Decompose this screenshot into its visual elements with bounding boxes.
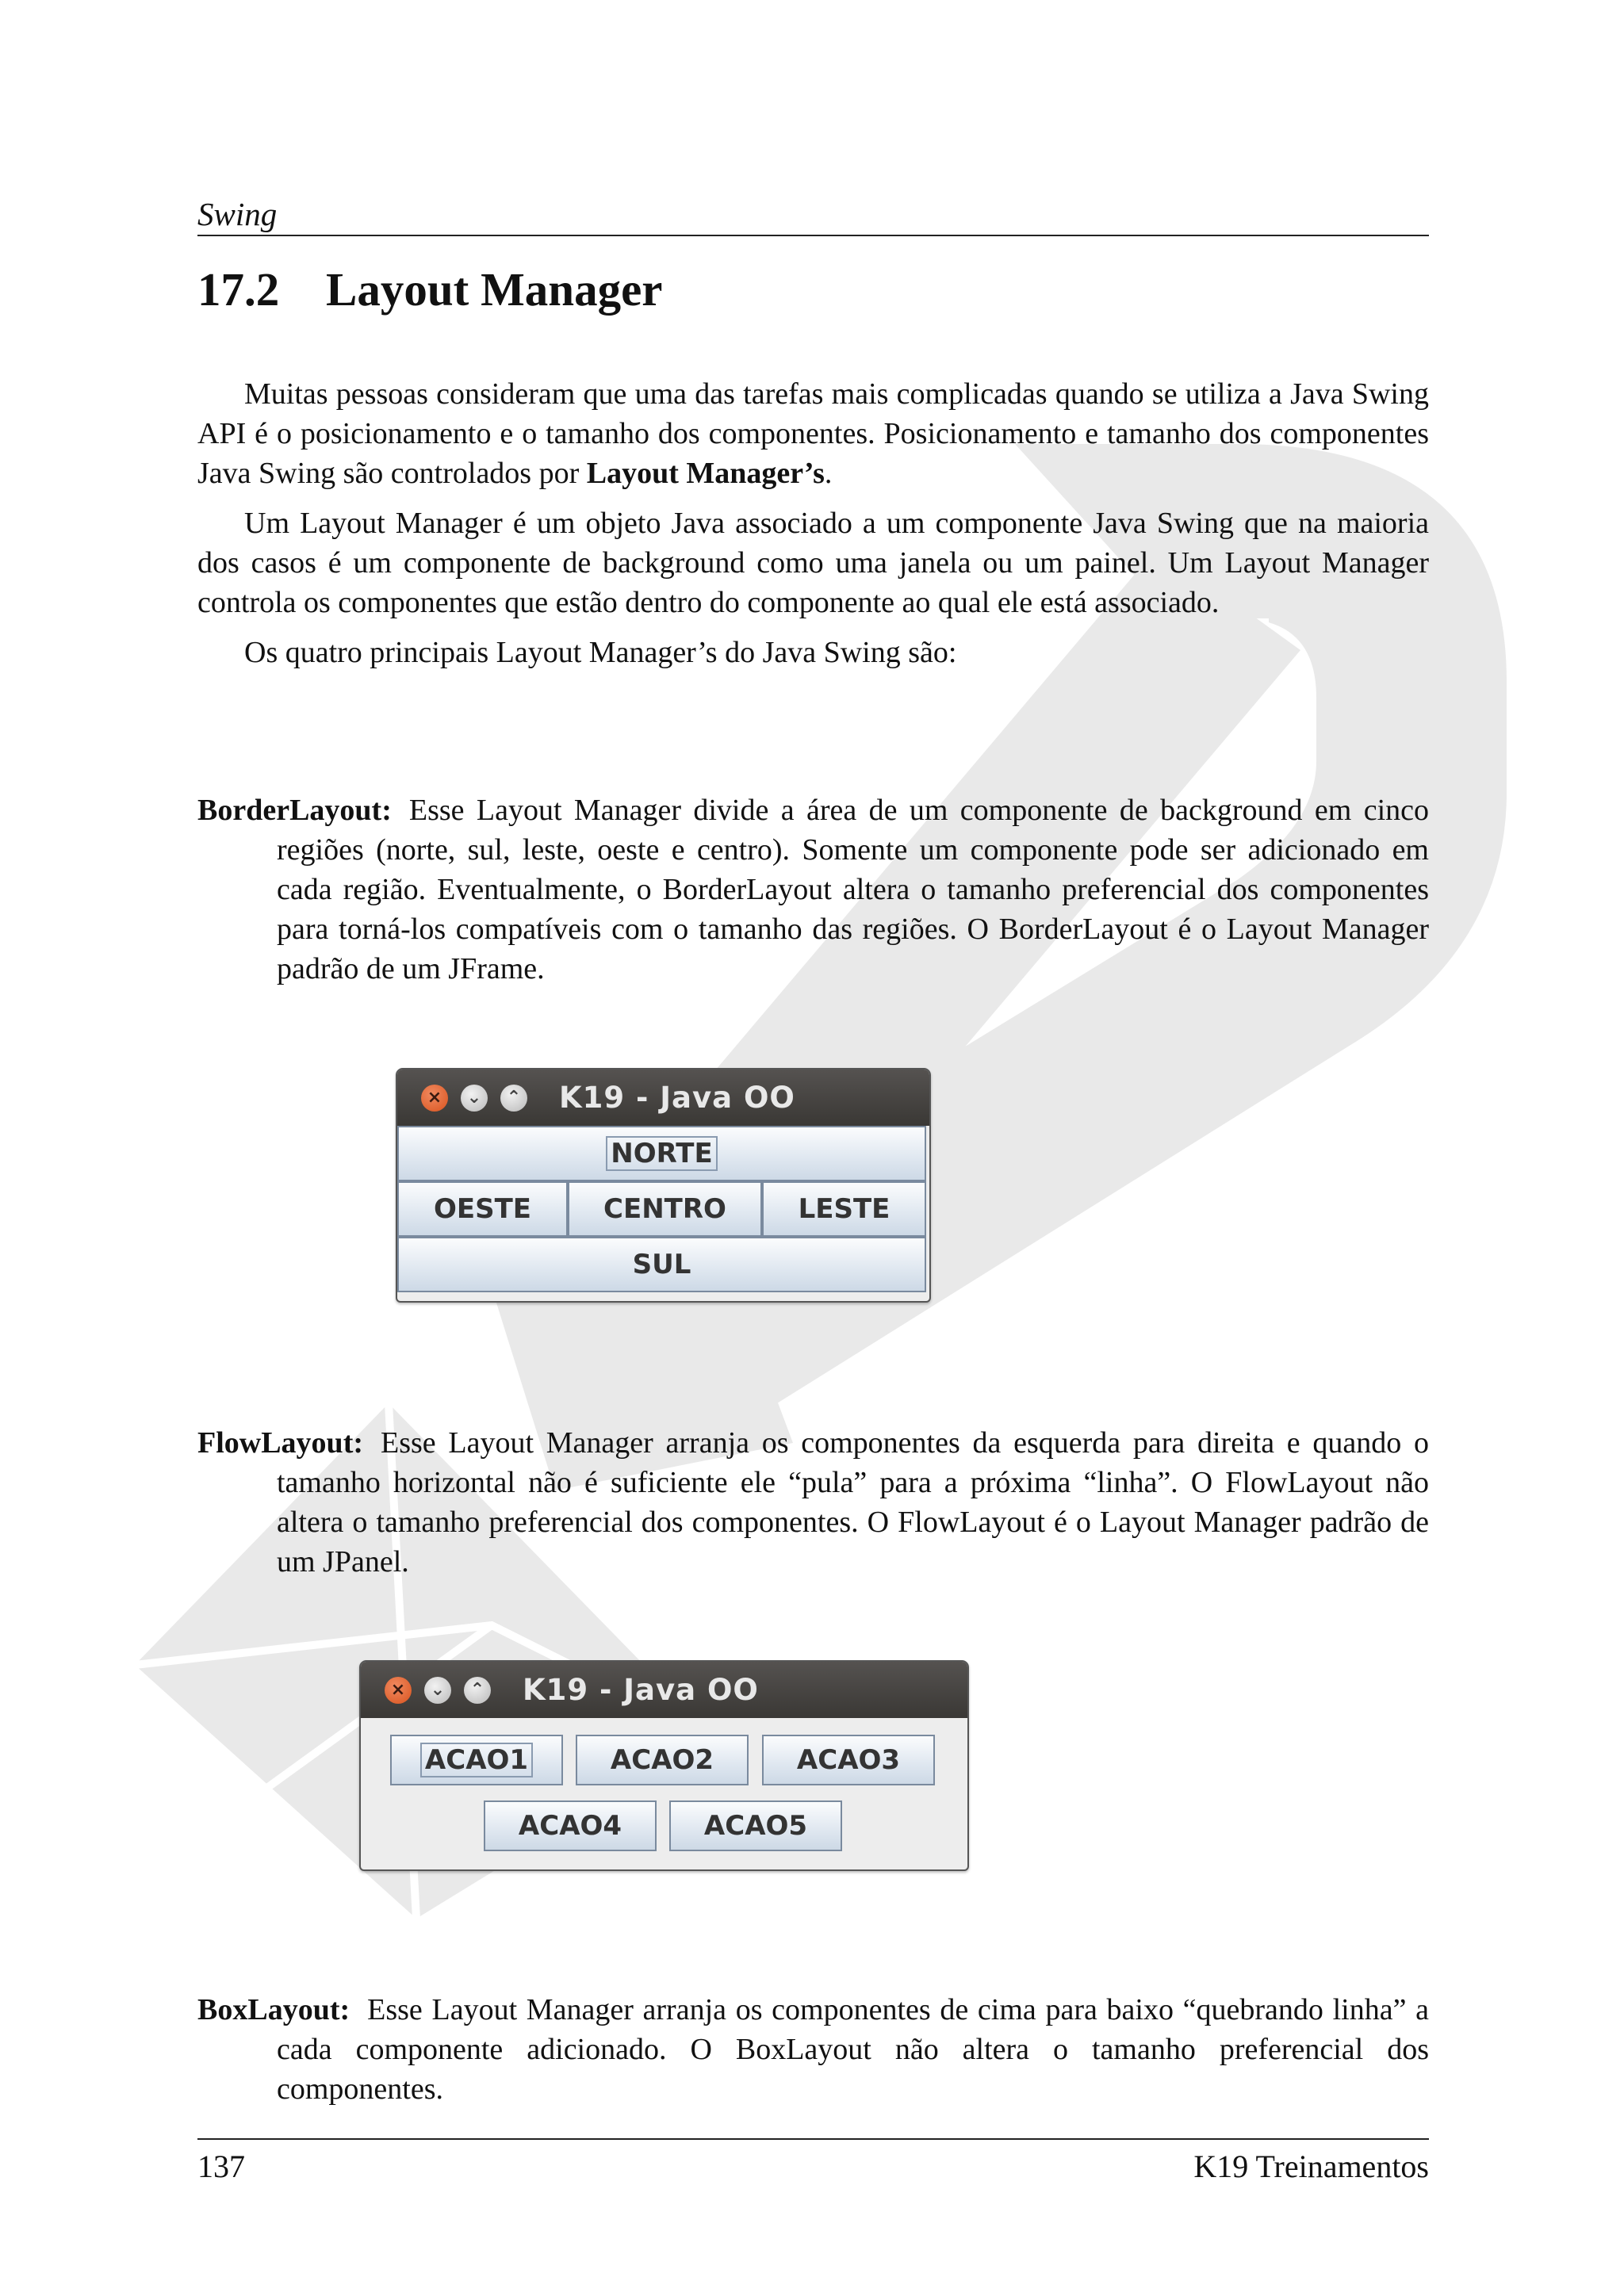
borderlayout-term: BorderLayout: (197, 794, 392, 827)
centro-label: CENTRO (603, 1193, 726, 1225)
oeste-button[interactable] (397, 1181, 568, 1237)
intro-paragraph-3: Os quatro principais Layout Manager’s do Java Swing são: (244, 636, 957, 669)
norte-button[interactable] (397, 1126, 926, 1181)
acao1-button[interactable] (390, 1735, 563, 1785)
section-title-text: Layout Manager (326, 263, 663, 316)
acao3-button[interactable] (762, 1735, 935, 1785)
leste-label: LESTE (798, 1193, 891, 1225)
maximize-icon[interactable]: ⌃ (464, 1677, 491, 1704)
window-title: K19 - Java OO (559, 1081, 795, 1115)
flowlayout-term: FlowLayout: (197, 1426, 363, 1460)
sul-label: SUL (632, 1249, 691, 1280)
acao2-button[interactable] (576, 1735, 749, 1785)
boxlayout-item (197, 1990, 1429, 2109)
running-header: Swing (197, 193, 1429, 236)
page-number: 137 (197, 2149, 245, 2184)
acao3-label: ACAO3 (796, 1744, 901, 1776)
intro-paragraph-1 (197, 374, 1429, 493)
minimize-icon[interactable]: ⌄ (424, 1677, 451, 1704)
p1-bold-term: Layout Manager’s (586, 457, 825, 490)
borderlayout-window (396, 1068, 931, 1303)
footer-rule (197, 2138, 1429, 2140)
section-number: 17.2 (197, 263, 280, 316)
acao5-button[interactable] (669, 1800, 842, 1851)
oeste-label: OESTE (433, 1193, 532, 1225)
acao5-label: ACAO5 (703, 1810, 808, 1842)
borderlayout-item (197, 790, 1429, 989)
minimize-icon[interactable]: ⌄ (461, 1085, 488, 1112)
intro-paragraph-2: Um Layout Manager é um objeto Java associado a um componente Java Swing que na maioria dos casos é um componente de background como uma janela ou um painel. Um Layout Manager controla os componentes que estão dentro do componente ao qual ele está associado. (197, 507, 1429, 619)
window-titlebar[interactable] (397, 1070, 929, 1126)
window-titlebar[interactable] (361, 1662, 967, 1718)
boxlayout-text: Esse Layout Manager arranja os componentes de cima para baixo “quebrando linha” a cada componente adicionado. O BoxLayout não altera o tamanho preferencial dos componentes. (277, 1993, 1429, 2106)
acao1-label: ACAO1 (422, 1744, 531, 1776)
maximize-icon[interactable]: ⌃ (500, 1085, 527, 1112)
borderlayout-content (397, 1126, 929, 1301)
footer-publisher: K19 Treinamentos (1193, 2149, 1429, 2184)
sul-button[interactable] (397, 1237, 926, 1292)
p1-text: Muitas pessoas consideram que uma das tarefas mais complicadas quando se utiliza a Java Swing API é o posicionamento e o tamanho dos componentes. Posicionamento e tamanho dos componentes Java Swing são controlados por (197, 377, 1429, 490)
leste-button[interactable] (762, 1181, 926, 1237)
norte-label: NORTE (607, 1138, 715, 1169)
flowlayout-content (361, 1718, 967, 1869)
section-title (197, 262, 662, 317)
acao4-label: ACAO4 (518, 1810, 622, 1842)
window-title: K19 - Java OO (523, 1673, 759, 1707)
close-icon[interactable]: × (385, 1677, 412, 1704)
p1-end: . (824, 457, 833, 490)
flowlayout-window (359, 1660, 969, 1871)
borderlayout-text: Esse Layout Manager divide a área de um componente de background em cinco regiões (norte, sul, leste, oeste e centro). Somente um componente pode ser adicionado em cada região. Eventualmente, o BorderLayout altera o tamanho preferencial dos componentes para torná-los compatíveis com o tamanho das regiões. O BorderLayout é o Layout Manager padrão de um JFrame. (277, 794, 1429, 985)
close-icon[interactable]: × (421, 1085, 448, 1112)
flowlayout-text: Esse Layout Manager arranja os componentes da esquerda para direita e quando o tamanho horizontal não é suficiente ele “pula” para a próxima “linha”. O FlowLayout não altera o tamanho preferencial dos componentes. O FlowLayout é o Layout Manager padrão de um JPanel. (277, 1426, 1429, 1578)
centro-button[interactable] (568, 1181, 762, 1237)
acao2-label: ACAO2 (610, 1744, 714, 1776)
flowlayout-item (197, 1423, 1429, 1582)
boxlayout-term: BoxLayout: (197, 1993, 350, 2026)
acao4-button[interactable] (484, 1800, 657, 1851)
